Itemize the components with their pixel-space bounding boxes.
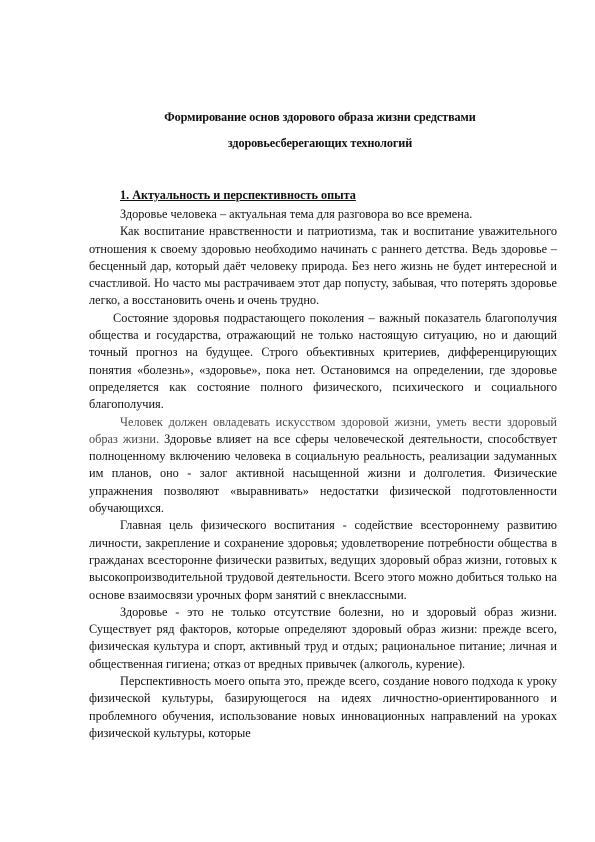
paragraph-5: Главная цель физического воспитания - содействие всестороннему развитию личности, закрепление и сохранение здоровья; удовлетворение потребности общества в гражданах всесторонне физически развитых, ведущих здоровый образ жизни, готовых к высокопроизводительной трудовой деятельности. Всего этого можно добиться только на основе взаимосвязи урочных форм занятий с внеклассными. (89, 518, 557, 602)
section-heading: 1. Актуальность и перспективность опыта (120, 188, 356, 202)
paragraph-4-lead: Человек должен овладевать искусством здоровой жизни, уметь вести здоровый образ жизни. (89, 414, 557, 446)
document-title-line-2: здоровьесберегающих технологий (227, 136, 413, 150)
paragraph-3: Состояние здоровья подрастающего поколения – важный показатель благополучия общества и государства, отражающий не только настоящую ситуацию, но и дающий точный прогноз на будущее. Строго объективных критериев, дифференцирующих понятия «болезнь», «здоровье», пока нет. Остановимся на определении, где здоровье определяется как состояние полного физического, психического и социального благополучия. (89, 310, 557, 412)
paragraph-4 (89, 414, 557, 518)
paragraph-7: Перспективность моего опыта это, прежде всего, создание нового подхода к уроку физической культуры, базирующегося на идеях личностно-ориентированного и проблемного обучения, использование новых инновационных направлений на уроках физической культуры, которые (89, 674, 557, 740)
paragraph-1: Здоровье человека – актуальная тема для разговора во все времена. (120, 207, 473, 221)
paragraph-6: Здоровье - это не только отсутствие болезни, но и здоровый образ жизни. Существует ряд факторов, которые определяют здоровый образ жизни: прежде всего, физическая культура и спорт, активный труд и отдых; рациональное питание; личная и общественная гигиена; отказ от вредных привычек (алкоголь, курение). (89, 604, 557, 671)
paragraph-4-rest: Здоровье влияет на все сферы человеческой деятельности, способствует полноценному включению человека в социальную реальность, реализации задуманных им планов, оно - залог активной насыщенной жизни и долголетия. Физические упражнения позволяют «выравнивать» недостатки физической подготовленности обучающихся. (89, 431, 557, 516)
document-title-line-1: Формирование основ здорового образа жизни средствами (164, 110, 476, 124)
paragraph-2: Как воспитание нравственности и патриотизма, так и воспитание уважительного отношения к своему здоровью необходимо начинать с раннего детства. Ведь здоровье – бесценный дар, который даёт человеку природа. Без него жизнь не будет интересной и счастливой. Но часто мы растрачиваем этот дар попусту, забывая, что потерять здоровье легко, а восстановить очень и очень трудно. (89, 224, 557, 308)
document-body (89, 206, 557, 742)
